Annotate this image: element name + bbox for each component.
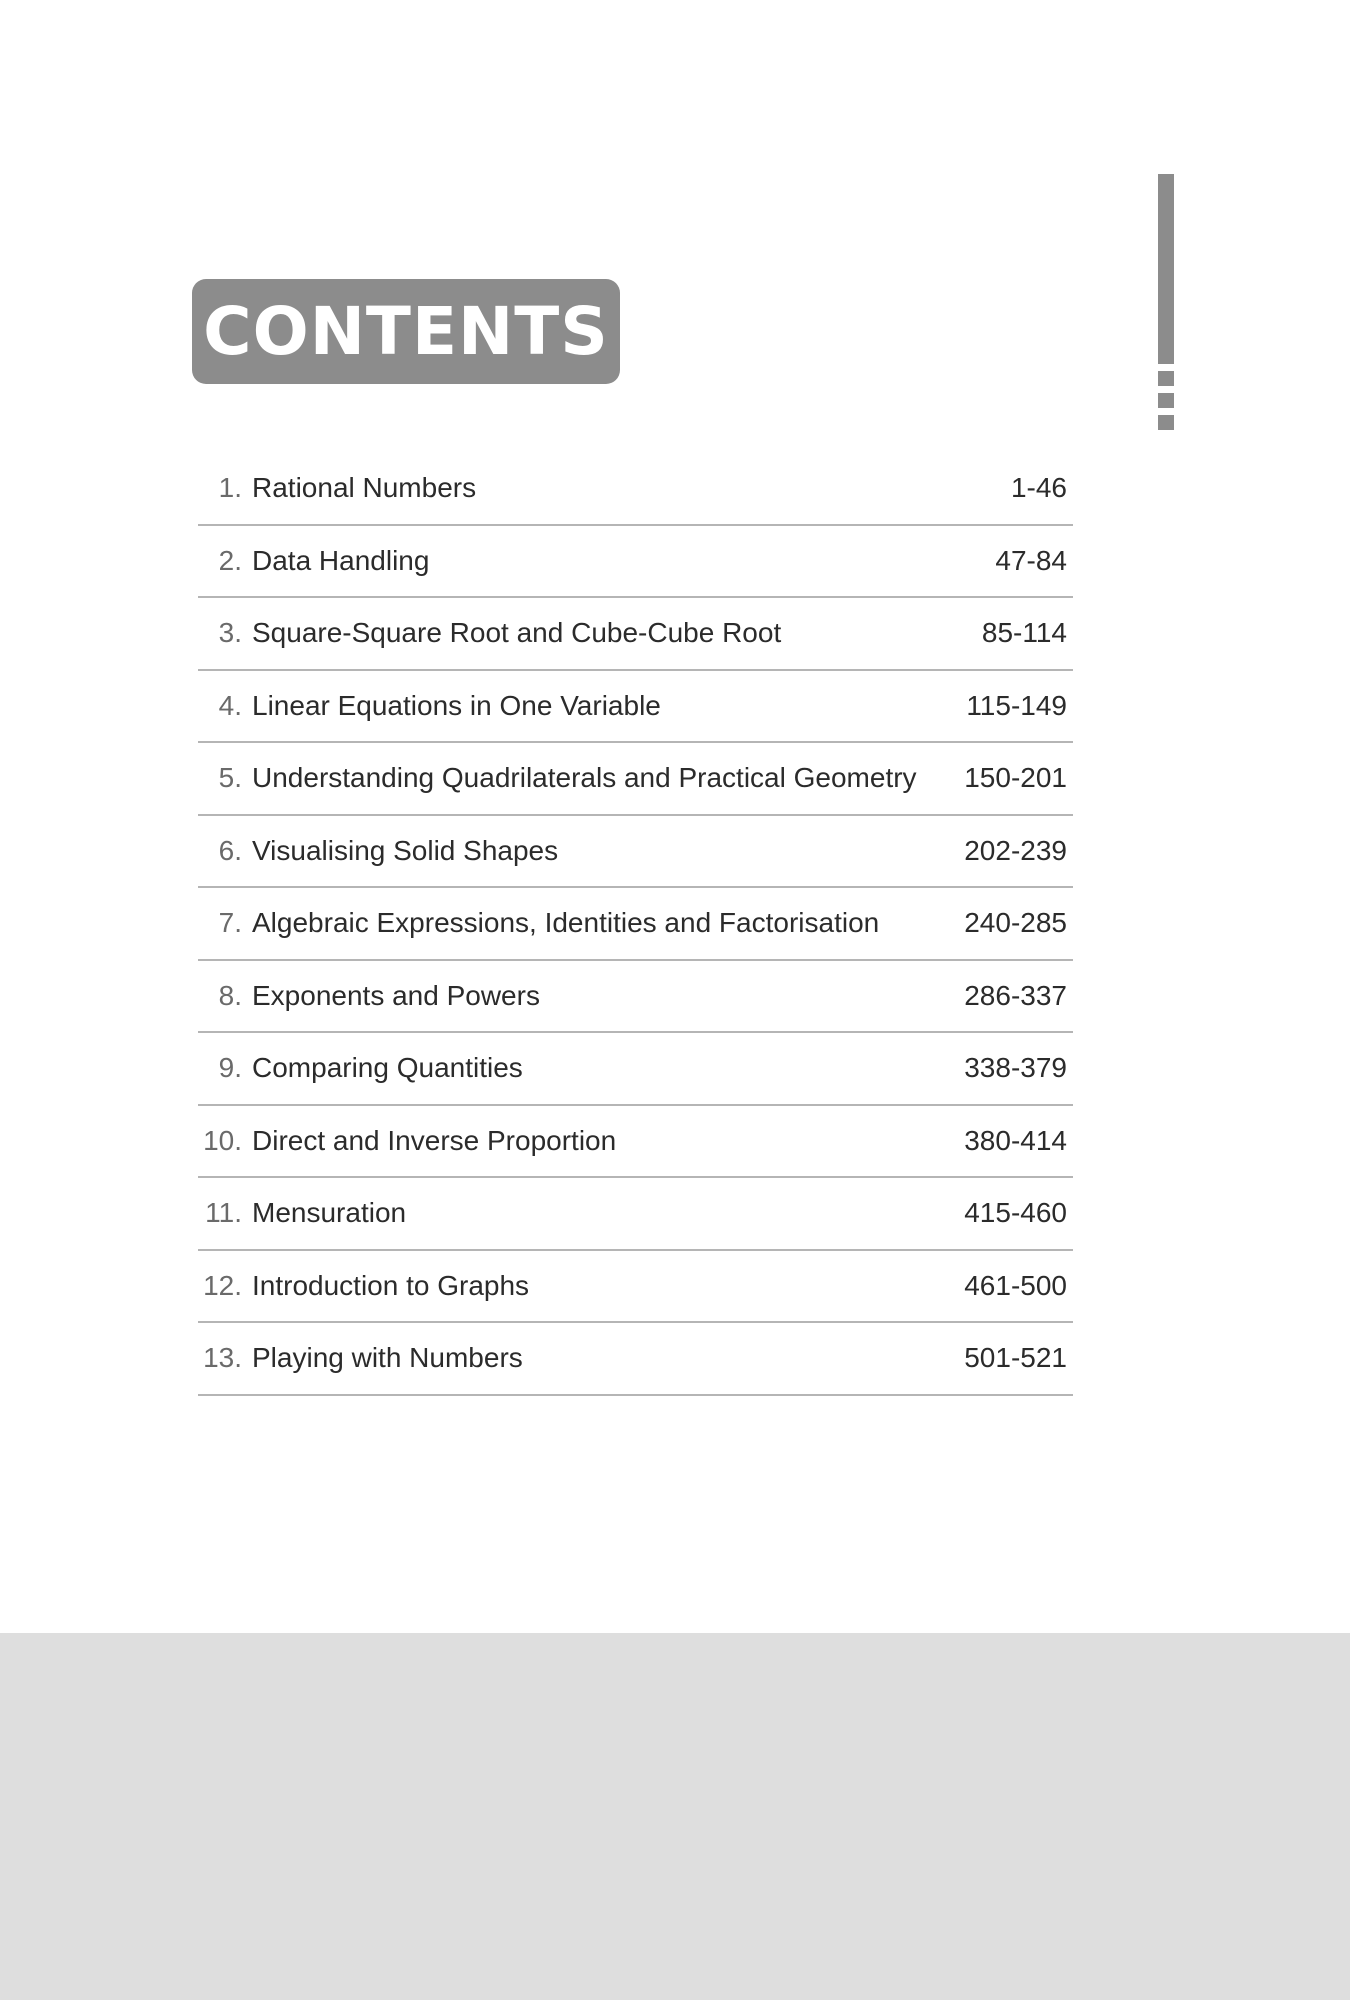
page-range: 501-521 <box>964 1342 1067 1374</box>
chapter-number: 9. <box>218 1052 242 1084</box>
chapter-title: Understanding Quadrilaterals and Practical Geometry <box>252 762 917 794</box>
chapter-number: 11. <box>205 1197 242 1229</box>
chapter-number: 12. <box>203 1269 242 1301</box>
toc-entry[interactable] <box>198 888 1073 961</box>
chapter-number: 4. <box>218 689 242 721</box>
toc-entry[interactable] <box>198 1106 1073 1179</box>
page-range: 202-239 <box>964 834 1067 866</box>
footer-band <box>0 1633 1350 2000</box>
side-tab-segment <box>1158 393 1174 408</box>
page-range: 1-46 <box>1010 472 1067 504</box>
page-range: 115-149 <box>966 689 1067 721</box>
side-tab-segment <box>1158 415 1174 430</box>
page-range: 47-84 <box>995 544 1067 576</box>
toc-entry[interactable] <box>198 1251 1073 1324</box>
chapter-title: Visualising Solid Shapes <box>252 834 559 866</box>
chapter-title: Rational Numbers <box>252 472 477 504</box>
chapter-title: Square-Square Root and Cube-Cube Root <box>252 617 782 649</box>
chapter-number: 5. <box>218 762 242 794</box>
side-tab-bar <box>1158 174 1174 364</box>
side-tab-strip <box>1158 174 1174 430</box>
chapter-title: Playing with Numbers <box>252 1342 523 1374</box>
page-range: 240-285 <box>964 907 1067 939</box>
chapter-title: Linear Equations in One Variable <box>252 689 661 721</box>
chapter-title: Exponents and Powers <box>252 979 540 1011</box>
contents-badge <box>192 279 620 384</box>
toc-entry[interactable] <box>198 671 1073 744</box>
toc-entry[interactable] <box>198 816 1073 889</box>
chapter-number: 1. <box>218 472 242 504</box>
side-tab-segment <box>1158 371 1174 386</box>
toc-entry[interactable] <box>198 1033 1073 1106</box>
toc-entry[interactable] <box>198 743 1073 816</box>
page-title: CONTENTS <box>203 292 609 370</box>
chapter-title: Data Handling <box>252 544 430 576</box>
chapter-number: 13. <box>203 1342 242 1374</box>
chapter-number: 8. <box>218 979 242 1011</box>
chapter-title: Introduction to Graphs <box>252 1269 530 1301</box>
page-range: 415-460 <box>964 1197 1067 1229</box>
chapter-title: Comparing Quantities <box>252 1052 523 1084</box>
chapter-number: 6. <box>218 834 242 866</box>
chapter-number: 10. <box>203 1124 242 1156</box>
toc-entry[interactable] <box>198 453 1073 526</box>
page-range: 150-201 <box>964 762 1067 794</box>
page-range: 461-500 <box>964 1269 1067 1301</box>
chapter-number: 3. <box>218 617 242 649</box>
page-range: 338-379 <box>964 1052 1067 1084</box>
toc-entry[interactable] <box>198 598 1073 671</box>
page-range: 85-114 <box>981 617 1067 649</box>
toc-entry[interactable] <box>198 1323 1073 1396</box>
chapter-title: Algebraic Expressions, Identities and Factorisation <box>252 907 880 939</box>
chapter-number: 7. <box>218 907 242 939</box>
chapter-number: 2. <box>218 544 242 576</box>
toc-entry[interactable] <box>198 961 1073 1034</box>
page-range: 286-337 <box>964 979 1067 1011</box>
chapter-title: Mensuration <box>252 1197 407 1229</box>
table-of-contents <box>198 453 1073 1396</box>
toc-entry[interactable] <box>198 1178 1073 1251</box>
toc-entry[interactable] <box>198 526 1073 599</box>
page-range: 380-414 <box>964 1124 1067 1156</box>
chapter-title: Direct and Inverse Proportion <box>252 1124 617 1156</box>
